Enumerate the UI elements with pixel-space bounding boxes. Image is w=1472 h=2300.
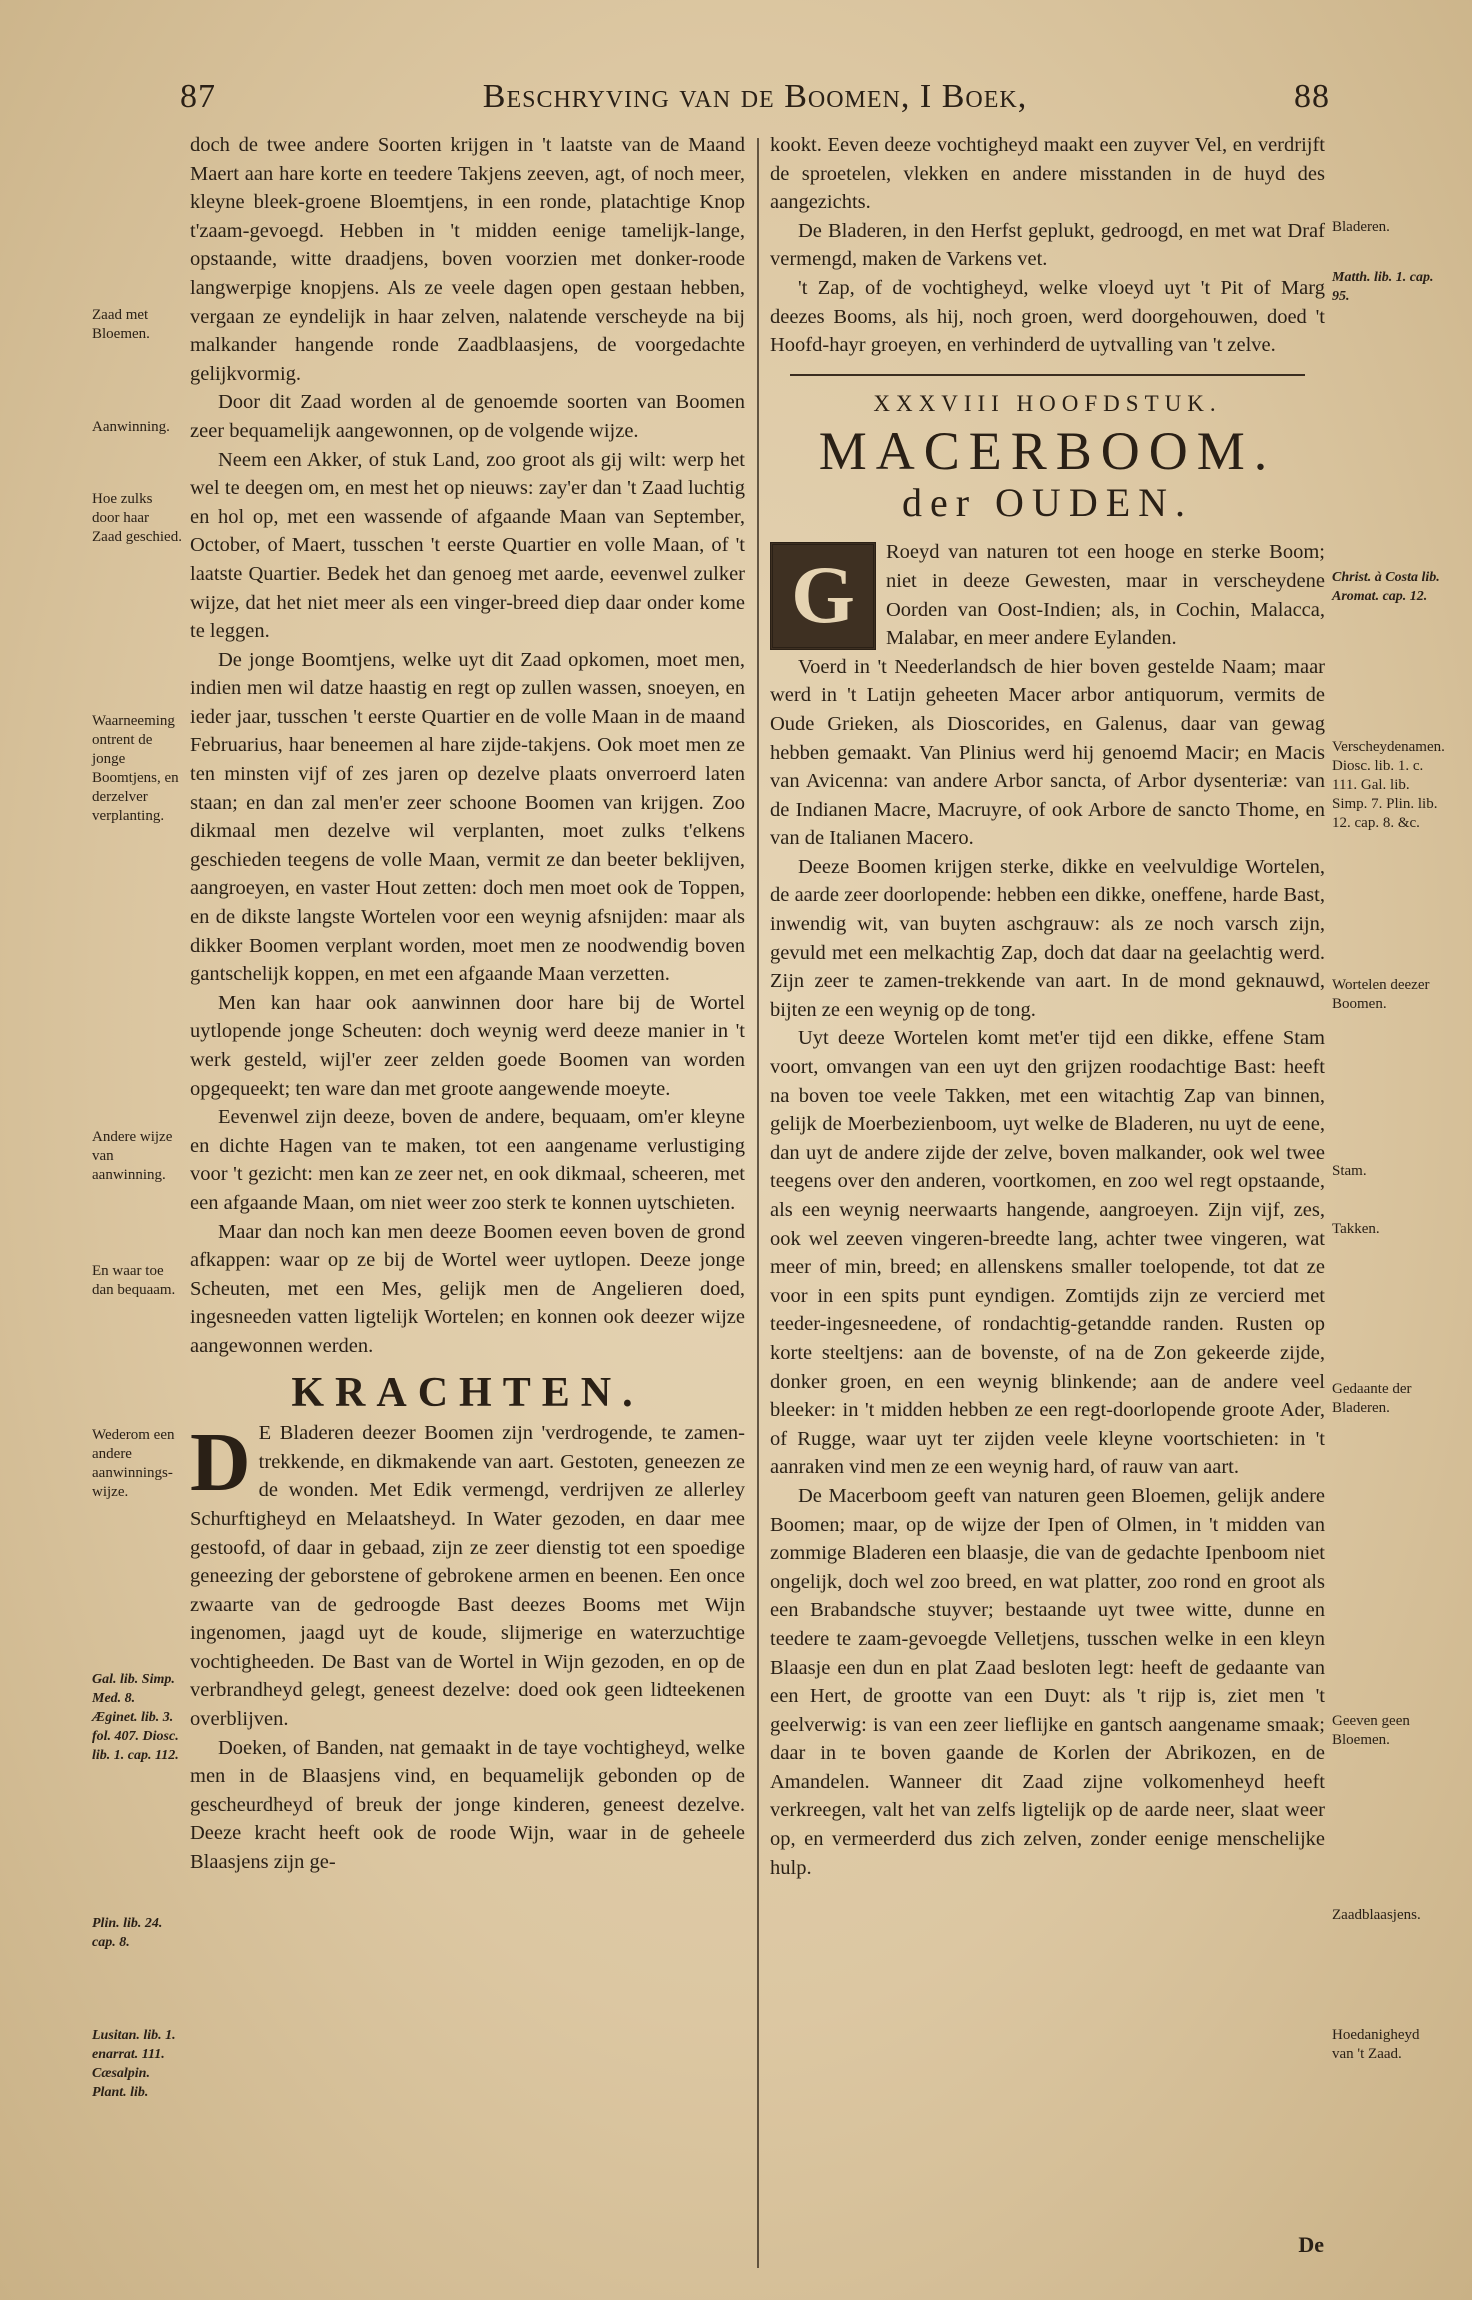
section-rule [790, 374, 1305, 376]
paragraph: Deeze Boomen krijgen sterke, dikke en veelvuldige Wortelen, de aarde zeer doorlopende: hebben een dikke, oneffene, harde Bast, inwendig wit, van buyten aschgrauw: als ze noch varsch zijn, gevuld met een melkachtig Zap, doch dat daar na geelachtig werd. Zijn zeer te zamen-trekkende van aart. In de mond geknauwd, bijten ze een weynig op de tong. [770, 855, 1325, 1021]
paragraph: doch de twee andere Soorten krijgen in 't laatste van de Maand Maert aan hare korte en teedere Takjens zeeven, agt, of noch meer, kleyne bleek-groene Bloemtjens, in een ronde, platachtige Knop t'zaam-gevoegd. Hebben in 't midden eenige tamelijk-lange, opstaande, witte draadjens, boven voorzien met donker-roode langwerpige knopjens. Als ze veele dagen open gestaan hebben, vergaan ze eyndelijk in haar zelven, nalatende verscheyde na bij malkander hangende ronde Zaadblaasjens, de voorgedachte gelijkvormig. [190, 134, 745, 385]
margin-note: Christ. à Costa lib. Aromat. cap. 12. [1332, 570, 1440, 604]
margin-note: Gal. lib. Simp. Med. 8. Æginet. lib. 3. fol. 407. Diosc. lib. 1. cap. 112. [92, 1672, 179, 1763]
chapter-number: XXXVIII HOOFDSTUK. [873, 390, 1222, 416]
margin-note: Geeven geen Bloemen. [1332, 1713, 1410, 1748]
krachten-text: E Bladeren deezer Boomen zijn 'verdrogende, te zamen-trekkende, en dikmakende van aart. Gestoten, geneezen ze de wonden. Met Edik vermengd, verdrijven ze allerley Schurftigheyd en Melaatsheyd. In Water gezoden, en daar mee gestoofd, of daar in gebaad, zijn ze zeer dienstig tot een spoedige geneezing der geborstene of gebrokene armen en beenen. Een once zwaarte van de gedroogde Bast deezes Booms met Wijn ingenomen, jaagd uyt de koude, slijmerige en waterzuchtige vochtigheeden. De Bast van de Wortel in Wijn gezoden, en op de verbrandheyd gelegt, geneest dezelve: doed ook geen lidteekenen overblijven. [190, 1422, 745, 1731]
margin-note: Zaad met Bloemen. [92, 307, 150, 342]
running-title: Beschryving van de Boomen, I Boek, [482, 78, 1028, 115]
running-header [180, 78, 1330, 128]
paragraph: De Bladeren, in den Herfst geplukt, gedroogd, en met wat Draf vermengd, maken de Varkens vet. [770, 219, 1325, 271]
paragraph: De Macerboom geeft van naturen geen Bloemen, gelijk andere Boomen; maar, op de wijze der Ipen of Olmen, in 't midden van zommige Bladeren een blaasje, die van de gedachte Ipenboom niet ongelijk, doch wel zoo breed, en wat platter, zoo rond en groot als een Brabandsche stuyver; bestaande uyt twee witte, dunne en teedere te zaam-gevoegde Velletjens, tusschen welke in een kleyn Blaasje een dun en plat Zaad besloten legt: heeft de gedaante van een Hert, de grootte van een Duyt: als 't rijp is, ziet men 't geelverwig: is van een zeer lieflijke en gantsch aangename smaak; daar in te boven gaande de Korlen der Abrikozen, en de Amandelen. Wanneer dit Zaad zijne volkomenheyd heeft verkreegen, valt het van zelfs ligtelijk op de aarde neer, slaat weer op, en vermeerderd dus zich zelven, zonder eenige menschelijke hulp. [770, 1484, 1325, 1879]
margin-note: Bladeren. [1332, 219, 1390, 235]
paragraph: Maar dan noch kan men deeze Boomen eeven boven de grond afkappen: waar op ze bij de Wortel weer uytlopen. Deeze jonge Scheuten, met een Mes, gelijk men de Angelieren doed, ingesneeden vatten ligtelijk Wortelen; en konnen ook deezer wijze aangewonnen werden. [190, 1220, 745, 1357]
margin-note: En waar toe dan bequaam. [92, 1263, 176, 1298]
section-heading-krachten: KRACHTEN. [291, 1369, 644, 1416]
chapter-subtitle: der OUDEN. [901, 480, 1194, 526]
margin-note: Verscheydenamen. Diosc. lib. 1. c. 111. Gal. lib. Simp. 7. Plin. lib. 12. cap. 8. &c. [1332, 739, 1445, 831]
intro-text: Roeyd van naturen tot een hooge en sterke Boom; niet in deeze Gewesten, maar in verscheydene Oorden van Oost-Indien; als, in Cochin, Malacca, Malabar, en meer andere Eylanden. [886, 541, 1325, 650]
paragraph: Voerd in 't Neederlandsch de hier boven gestelde Naam; maar werd in 't Latijn geheeten Macer arbor antiquorum, vermits de Oude Grieken, als Dioscorides, en Galenus, daar van gewag hebben gemaakt. Van Plinius werd hij genoemd Macir; en Macis van Avicenna: van andere Arbor sancta, of Arbor dysenteriæ: van de Indianen Macre, Macruyre, of ook Arbore de sancto Thome, en van de Italianen Macero. [770, 655, 1325, 850]
paragraph [770, 538, 1325, 652]
ornamental-drop-cap: G [770, 542, 876, 650]
margin-note: Aanwinning. [92, 419, 170, 435]
paragraph: Neem een Akker, of stuk Land, zoo groot als gij wilt: werp het wel te deegen om, en mest het op nieuws: zay'er dan 't Zaad luchtig en hol op, met een wassende of afgaande Maan van September, October, of Maert, tusschen 't eerste Quartier en volle Maan, of 't laatste Quartier. Bedek het dan genoeg met aarde, eevenwel zulker wijze, dat het niet meer als een vinger-breed diep daar onder kome te leggen. [190, 448, 745, 643]
margin-note: Stam. [1332, 1163, 1367, 1179]
page-number-left: 87 [180, 78, 216, 115]
catchword: De [1298, 2232, 1324, 2257]
drop-cap: D [190, 1416, 251, 1510]
chapter-title: MACERBOOM. [818, 421, 1277, 482]
margin-note: Hoe zulks door haar Zaad geschied. [92, 491, 182, 545]
paragraph: De jonge Boomtjens, welke uyt dit Zaad opkomen, moet men, indien men wil datze haastig en regt op zullen wassen, snoeyen, en ieder jaar, tusschen 't eerste Quartier en de volle Maan in de maand Februarius, haar beneemen al hare zijde-takjens. Ook moet men ze ten minsten vijf of zes jaren op dezelve plaats onverroerd laten staan; en dan zal men'er zeer schoone Boomen van krijgen. Zoo dikmaal men dezelve wil verplanten, moet zulks t'elkens geschieden teegens de volle Maan, vermit ze dan beeter beklijven, aangroeyen, en vaster Hout zetten: doch men moet ook de Toppen, en de dikste langste Wortelen voor een weynig afsnijden: maar als dikker Boomen verplant worden, moet men ze noodwendig boven gantschelijk koppen, en met een afgaande Maan verzetten. [190, 648, 745, 986]
paragraph: Uyt deeze Wortelen komt met'er tijd een dikke, effene Stam voort, omvangen van een uyt den grijzen roodachtige Bast: heeft na boven toe veele Takken, met een witachtig Zap van binnen, gelijk de Moerbezienboom, uyt welke de Bladeren, nu uyt de eene, dan uyt de andere zijde der zelve, boven malkander, ook wel twee teegens over den anderen, voortkomen, en zoo wel regt opstaande, als een weynig neerwaarts hangende, aangroeyen. Zijn vijf, zes, ook wel zeeven vingeren-breedte lang, achter twee vingeren, wat meer of min, breed; en allenskens smaller toelopende, tot dat ze voor in een spits punt eyndigen. Zomtijds zijn ze vercierd met teeder-ingesneedene, of rondachtig-getandde randen. Rusten op korte steeltjens: aan de bovenste, of na de Zon gekeerde zijde, donker groen, en een weynig blinkende; aan de andere veel bleeker: in 't midden hebben ze een regt-doorlopende groote Ader, of Rugge, waar uyt ter zijden veele kleyne voortschieten: in 't aanraken vind men ze een weynig hard, of rauw van aart. [770, 1027, 1325, 1479]
paragraph: Doeken, of Banden, nat gemaakt in de taye vochtigheyd, welke men in de Blaasjens vind, en bequamelijk gebonden op de gescheurdheyd of breuk der jonge kinderen, geneest dezelve. Deeze kracht heeft ook de roode Wijn, waar in de geheele Blaasjens zijn ge- [190, 1736, 745, 1874]
margin-note: Plin. lib. 24. cap. 8. [92, 1916, 163, 1950]
paragraph: Men kan haar ook aanwinnen door hare bij de Wortel uytlopende jonge Scheuten: doch weynig werd deeze manier in 't werk gesteld, wijl'er zeer zelden goede Boomen van worden opgequeekt; ten ware dan met groote aangewende moeyte. [190, 991, 745, 1100]
margin-note: Wederom een andere aanwinnings-wijze. [92, 1427, 175, 1500]
margin-note: Wortelen deezer Boomen. [1332, 977, 1430, 1012]
margin-note: Matth. lib. 1. cap. 95. [1332, 270, 1434, 304]
paragraph: kookt. Eeven deeze vochtigheyd maakt een zuyver Vel, en verdrijft de sproetelen, vlekken en andere misstanden in de huyd des aangezichts. [770, 134, 1325, 214]
page-number-right: 88 [1294, 78, 1330, 115]
paragraph [190, 1416, 745, 1734]
column-divider [757, 138, 759, 2268]
margin-note: Takken. [1332, 1221, 1380, 1237]
margin-note: Andere wijze van aanwinning. [92, 1129, 173, 1183]
margin-note: Lusitan. lib. 1. enarrat. 111. Cæsalpin. Plant. lib. [92, 2028, 176, 2100]
right-column [770, 131, 1325, 1882]
left-column [190, 131, 745, 1877]
paragraph: Eevenwel zijn deeze, boven de andere, bequaam, om'er kleyne en dichte Hagen van te maken, tot een aangename verlustiging voor 't gezicht: men kan ze zeer net, en ook dikmaal, scheeren, met een afgaande Maan, om niet weer zoo sterk te konnen uytschieten. [190, 1106, 745, 1214]
margin-note: Gedaante der Bladeren. [1332, 1381, 1412, 1416]
margin-note: Hoedanigheyd van 't Zaad. [1332, 2027, 1420, 2062]
margin-note: Waarneeming ontrent de jonge Boomtjens, en derzelver verplanting. [92, 713, 179, 824]
margin-note: Zaadblaasjens. [1332, 1907, 1421, 1923]
paragraph: 't Zap, of de vochtigheyd, welke vloeyd uyt 't Pit of Marg deezes Booms, als hij, noch groen, werd doorgehouwen, doed 't Hoofd-hayr groeyen, en verhinderd de uytvalling van 't zelve. [770, 276, 1325, 357]
paragraph: Door dit Zaad worden al de genoemde soorten van Boomen zeer bequamelijk aangewonnen, op de volgende wijze. [190, 391, 745, 442]
